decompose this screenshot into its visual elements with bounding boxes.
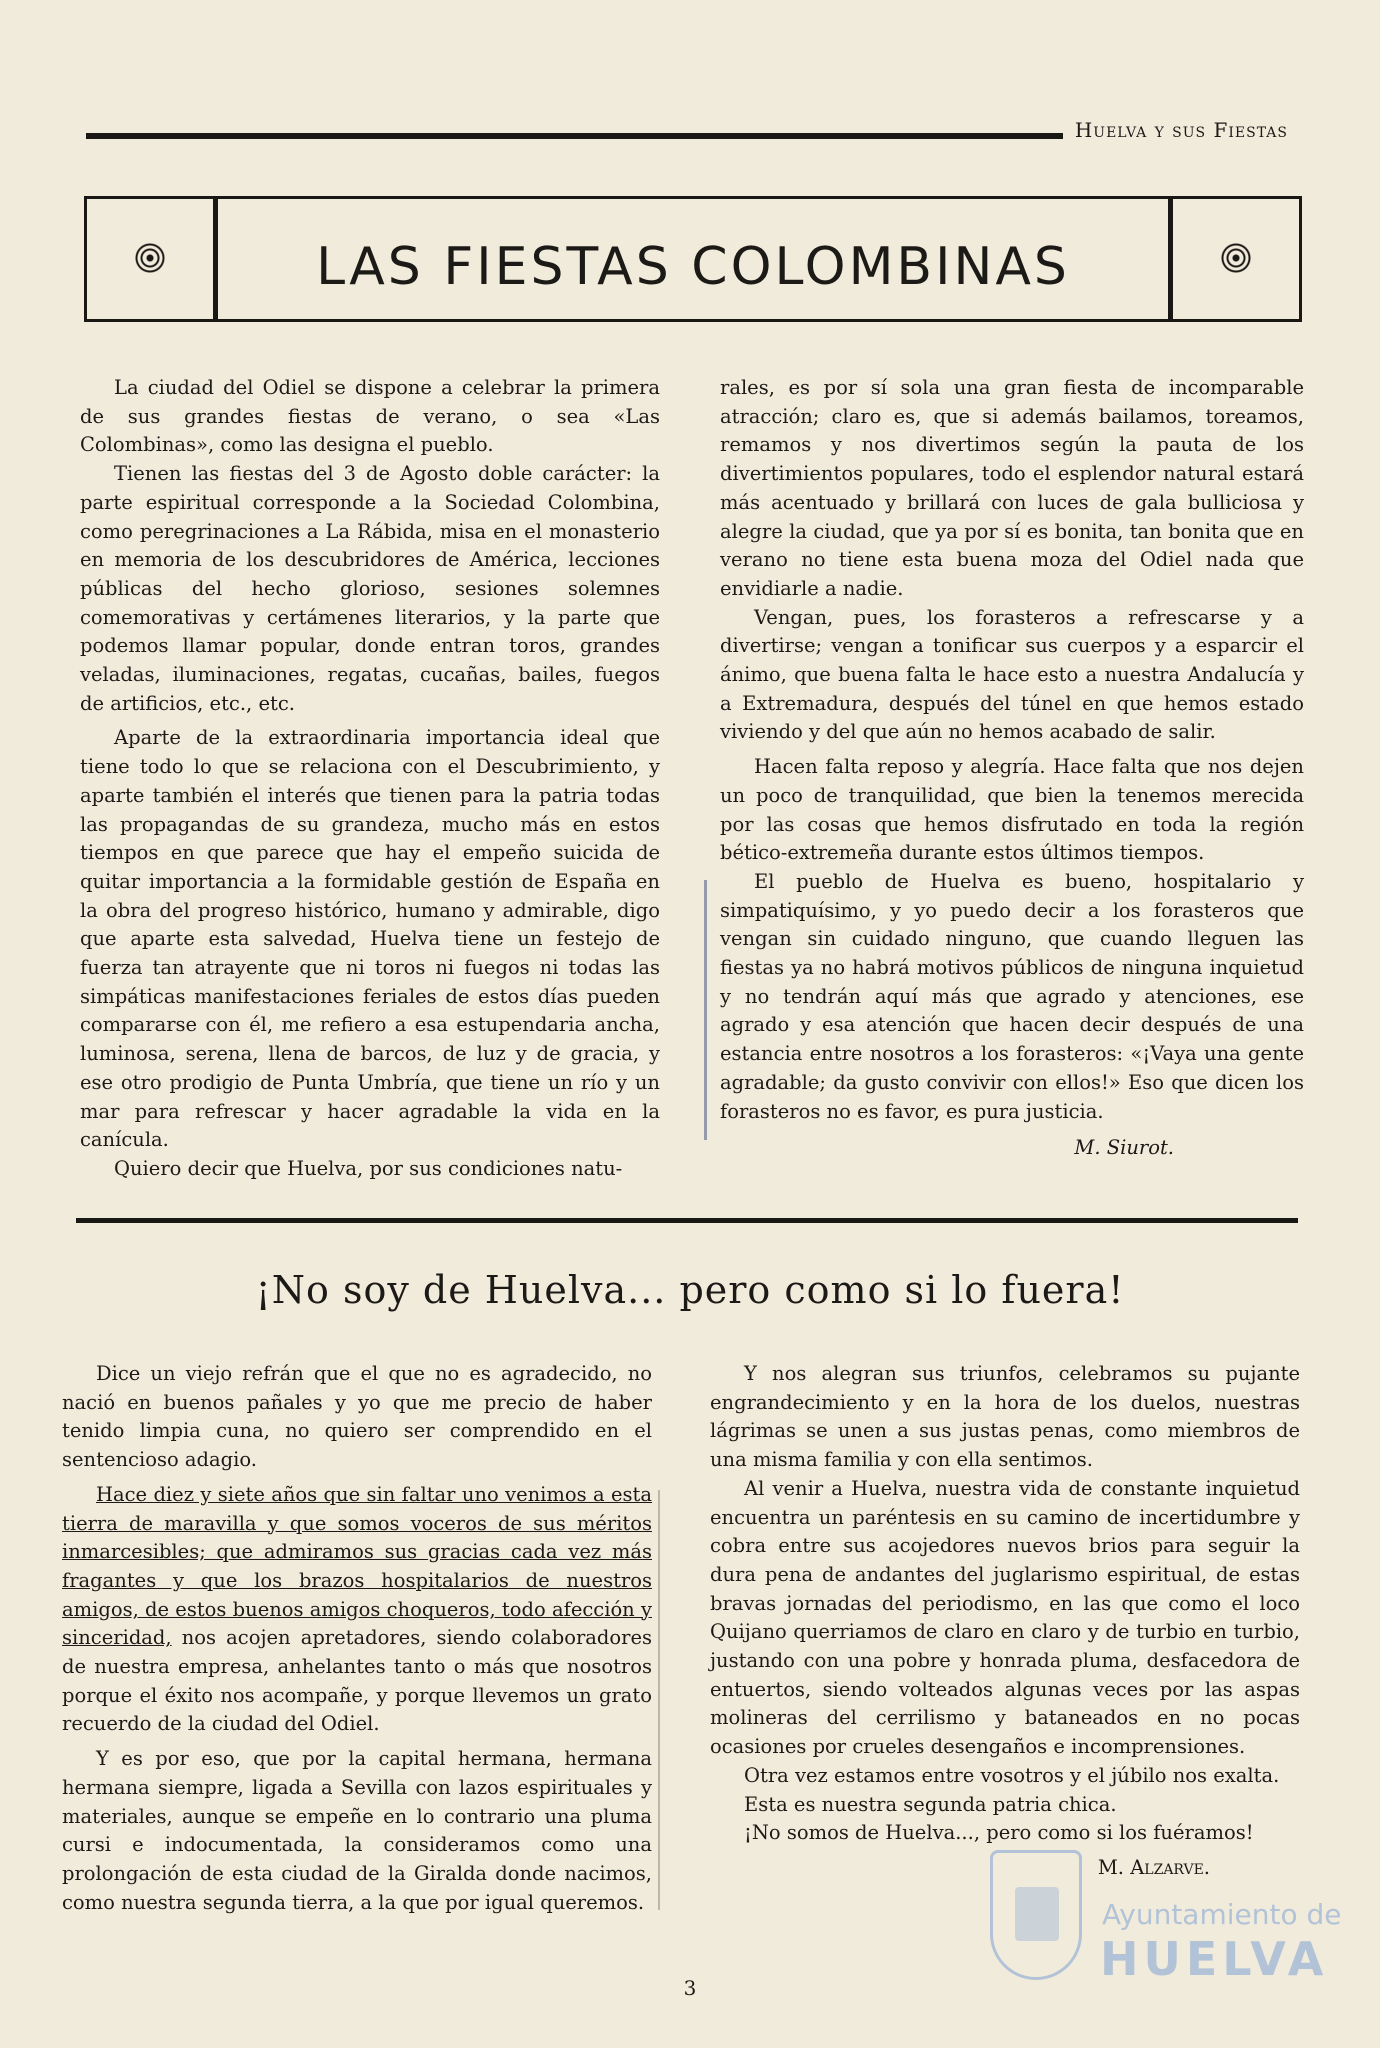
watermark-line1: Ayuntamiento de xyxy=(1102,1898,1342,1931)
rosette-ornament-icon xyxy=(1221,243,1251,273)
margin-pencil-mark xyxy=(658,1490,660,1910)
coat-of-arms-icon xyxy=(990,1850,1082,1980)
paragraph: Vengan, pues, los forasteros a refrescarse y a divertirse; vengan a tonificar sus cuerpos y a esparcir el ánimo, que buena falta le hace esto a nuestra Andalucía y a Extremadura, después del túnel en que hemos estado viviendo y del que aún no hemos acabado de salir. xyxy=(720,605,1304,744)
paragraph: Tienen las fiestas del 3 de Agosto doble carácter: la parte espiritual corresponde a la Sociedad Colombina, como peregrinaciones a La Rábida, misa en el monasterio en memoria de los descubridores de América, lecciones públicas del hecho glorioso, sesiones solemnes comemorativas y certámenes literarios, y la parte que podemos llamar popular, donde entran toros, grandes veladas, iluminaciones, regatas, cucañas, bailes, fuegos de artificios, etc., etc. xyxy=(80,462,660,715)
author-signature: M. Siurot. xyxy=(1074,1136,1174,1160)
article1-column-right xyxy=(720,374,1304,1163)
paragraph: Dice un viejo refrán que el que no es agradecido, no nació en buenos pañales y yo que me precio de haber tenido limpia cuna, no quiero ser comprendido en el sentencioso adagio. xyxy=(62,1362,652,1472)
page-number: 3 xyxy=(683,1976,697,2000)
paragraph: Otra vez estamos entre vosotros y el júbilo nos exalta. xyxy=(744,1763,1280,1787)
article2-column-left xyxy=(62,1360,652,1917)
paragraph: Al venir a Huelva, nuestra vida de constante inquietud encuentra un paréntesis en su camino de incertidumbre y cobra entre sus acojedores nuevos brios para seguir la dura pena de andantes del juglarismo espiritual, de estas bravas jornadas del periodismo, en las que como el loco Quijano querriamos de claro en claro y de turbio en turbio, justando con una pobre y honrada pluma, desfacedora de entuertos, siendo volteados algunas veces por las aspas molineras del cerrilismo y bataneados en no pocas ocasiones por crueles desengaños e incomprensiones. xyxy=(710,1476,1300,1759)
paragraph: Aparte de la extraordinaria importancia ideal que tiene todo lo que se relaciona con el Descubrimiento, y aparte también el interés que tienen para la patria todas las propagandas de su grandeza, mucho más en estos tiempos en que parece que hay el empeño suicida de quitar importancia a la formidable gestión de España en la obra del progreso histórico, humano y admirable, digo que aparte esta salvedad, Huelva tiene un festejo de fuerza tan atrayente que ni toros ni fuegos ni todas las simpáticas manifestaciones feriales de estos días pueden compararse con él, me refiero a esa estupendaria ancha, luminosa, serena, llena de barcos, de luz y de gracia, y ese otro prodigio de Punta Umbría, que tiene un río y un mar para refrescar y hacer agradable la vida en la canícula. xyxy=(80,726,660,1152)
title-frame xyxy=(84,196,1302,322)
archive-watermark xyxy=(990,1850,1342,2000)
watermark-line2: HUELVA xyxy=(1100,1932,1329,1986)
paragraph: Hacen falta reposo y alegría. Hace falta que nos dejen un poco de tranquilidad, que bien la tenemos merecida por las cosas que hemos disfrutado en toda la región bético-extremeña durante estos últimos tiempos. xyxy=(720,755,1304,865)
article2-column-right xyxy=(710,1360,1300,1883)
paragraph: rales, es por sí sola una gran fiesta de incomparable atracción; claro es, que si además bailamos, toreamos, remamos y nos divertimos según la pauta de los divertimientos populares, todo el esplendor natural estará más acentuado y brillará con luces de gala bulliciosa y alegre la ciudad, que ya por sí es bonita, tan bonita que en verano no tiene esta buena moza del Odiel nada que envidiarle a nadie. xyxy=(720,376,1304,600)
running-header: Huelva y sus Fiestas xyxy=(1063,118,1300,142)
paragraph: Quiero decir que Huelva, por sus condiciones natu- xyxy=(114,1156,623,1180)
article1-column-left xyxy=(80,374,660,1184)
paragraph: ¡No somos de Huelva..., pero como si los fuéramos! xyxy=(744,1821,1254,1845)
paragraph xyxy=(62,1481,652,1739)
article-title: ¡No soy de Huelva... pero como si lo fuera! xyxy=(255,1268,1125,1312)
paragraph: La ciudad del Odiel se dispone a celebrar la primera de sus grandes fiestas de verano, o sea «Las Colombinas», como las designa el pueblo. xyxy=(80,376,660,457)
author-signature: M. Alzarve. xyxy=(1097,1855,1210,1879)
paragraph: Y nos alegran sus triunfos, celebramos su pujante engrandecimiento y en la hora de los duelos, nuestras lágrimas se unen a sus justas penas, como miembros de una misma familia y con ella sentimos. xyxy=(710,1362,1300,1472)
paragraph-text: nos acojen apretadores, siendo colaboradores de nuestra empresa, anhelantes tanto o más que nosotros porque el éxito nos acompañe, y porque llevemos un grato recuerdo de la ciudad del Odiel. xyxy=(62,1626,652,1736)
margin-pencil-mark xyxy=(704,880,707,1140)
article-title: LAS FIESTAS COLOMBINAS xyxy=(316,237,1070,297)
paragraph: El pueblo de Huelva es bueno, hospitalario y simpatiquísimo, y yo puedo decir a los forasteros que vengan sin cuidado ninguno, que cuando lleguen las fiestas ya no habrá motivos públicos de ninguna inquietud y no tendrán aquí más que agrado y atenciones, ese agrado y esa atención que hacen decir después de una estancia entre nosotros a los forasteros: «¡Vaya una gente agradable; da gusto convivir con ellos!» Eso que dicen los forasteros no es favor, es pura justicia. xyxy=(720,869,1304,1123)
underlined-passage: Hace diez y siete años que sin faltar uno venimos a esta tierra de maravilla y que somos voceros de sus méritos inmarcesibles; que admiramos sus gracias cada vez más fragantes y que los brazos hospitalarios de nuestros amigos, de estos buenos amigos choqueros, todo afección y sinceridad, xyxy=(62,1482,652,1650)
frame-divider-right xyxy=(1168,199,1173,319)
paragraph: Esta es nuestra segunda patria chica. xyxy=(744,1792,1117,1816)
frame-divider-left xyxy=(213,199,218,319)
rosette-ornament-icon xyxy=(135,243,165,273)
paragraph: Y es por eso, que por la capital hermana, hermana hermana siempre, ligada a Sevilla con lazos espirituales y materiales, aunque se empeñe en lo contrario una pluma cursi e indocumentada, la consideramos como una prolongación de esta ciudad de la Giralda donde nacimos, como nuestra segunda tierra, a la que por igual queremos. xyxy=(62,1747,652,1914)
section-divider xyxy=(76,1218,1298,1223)
